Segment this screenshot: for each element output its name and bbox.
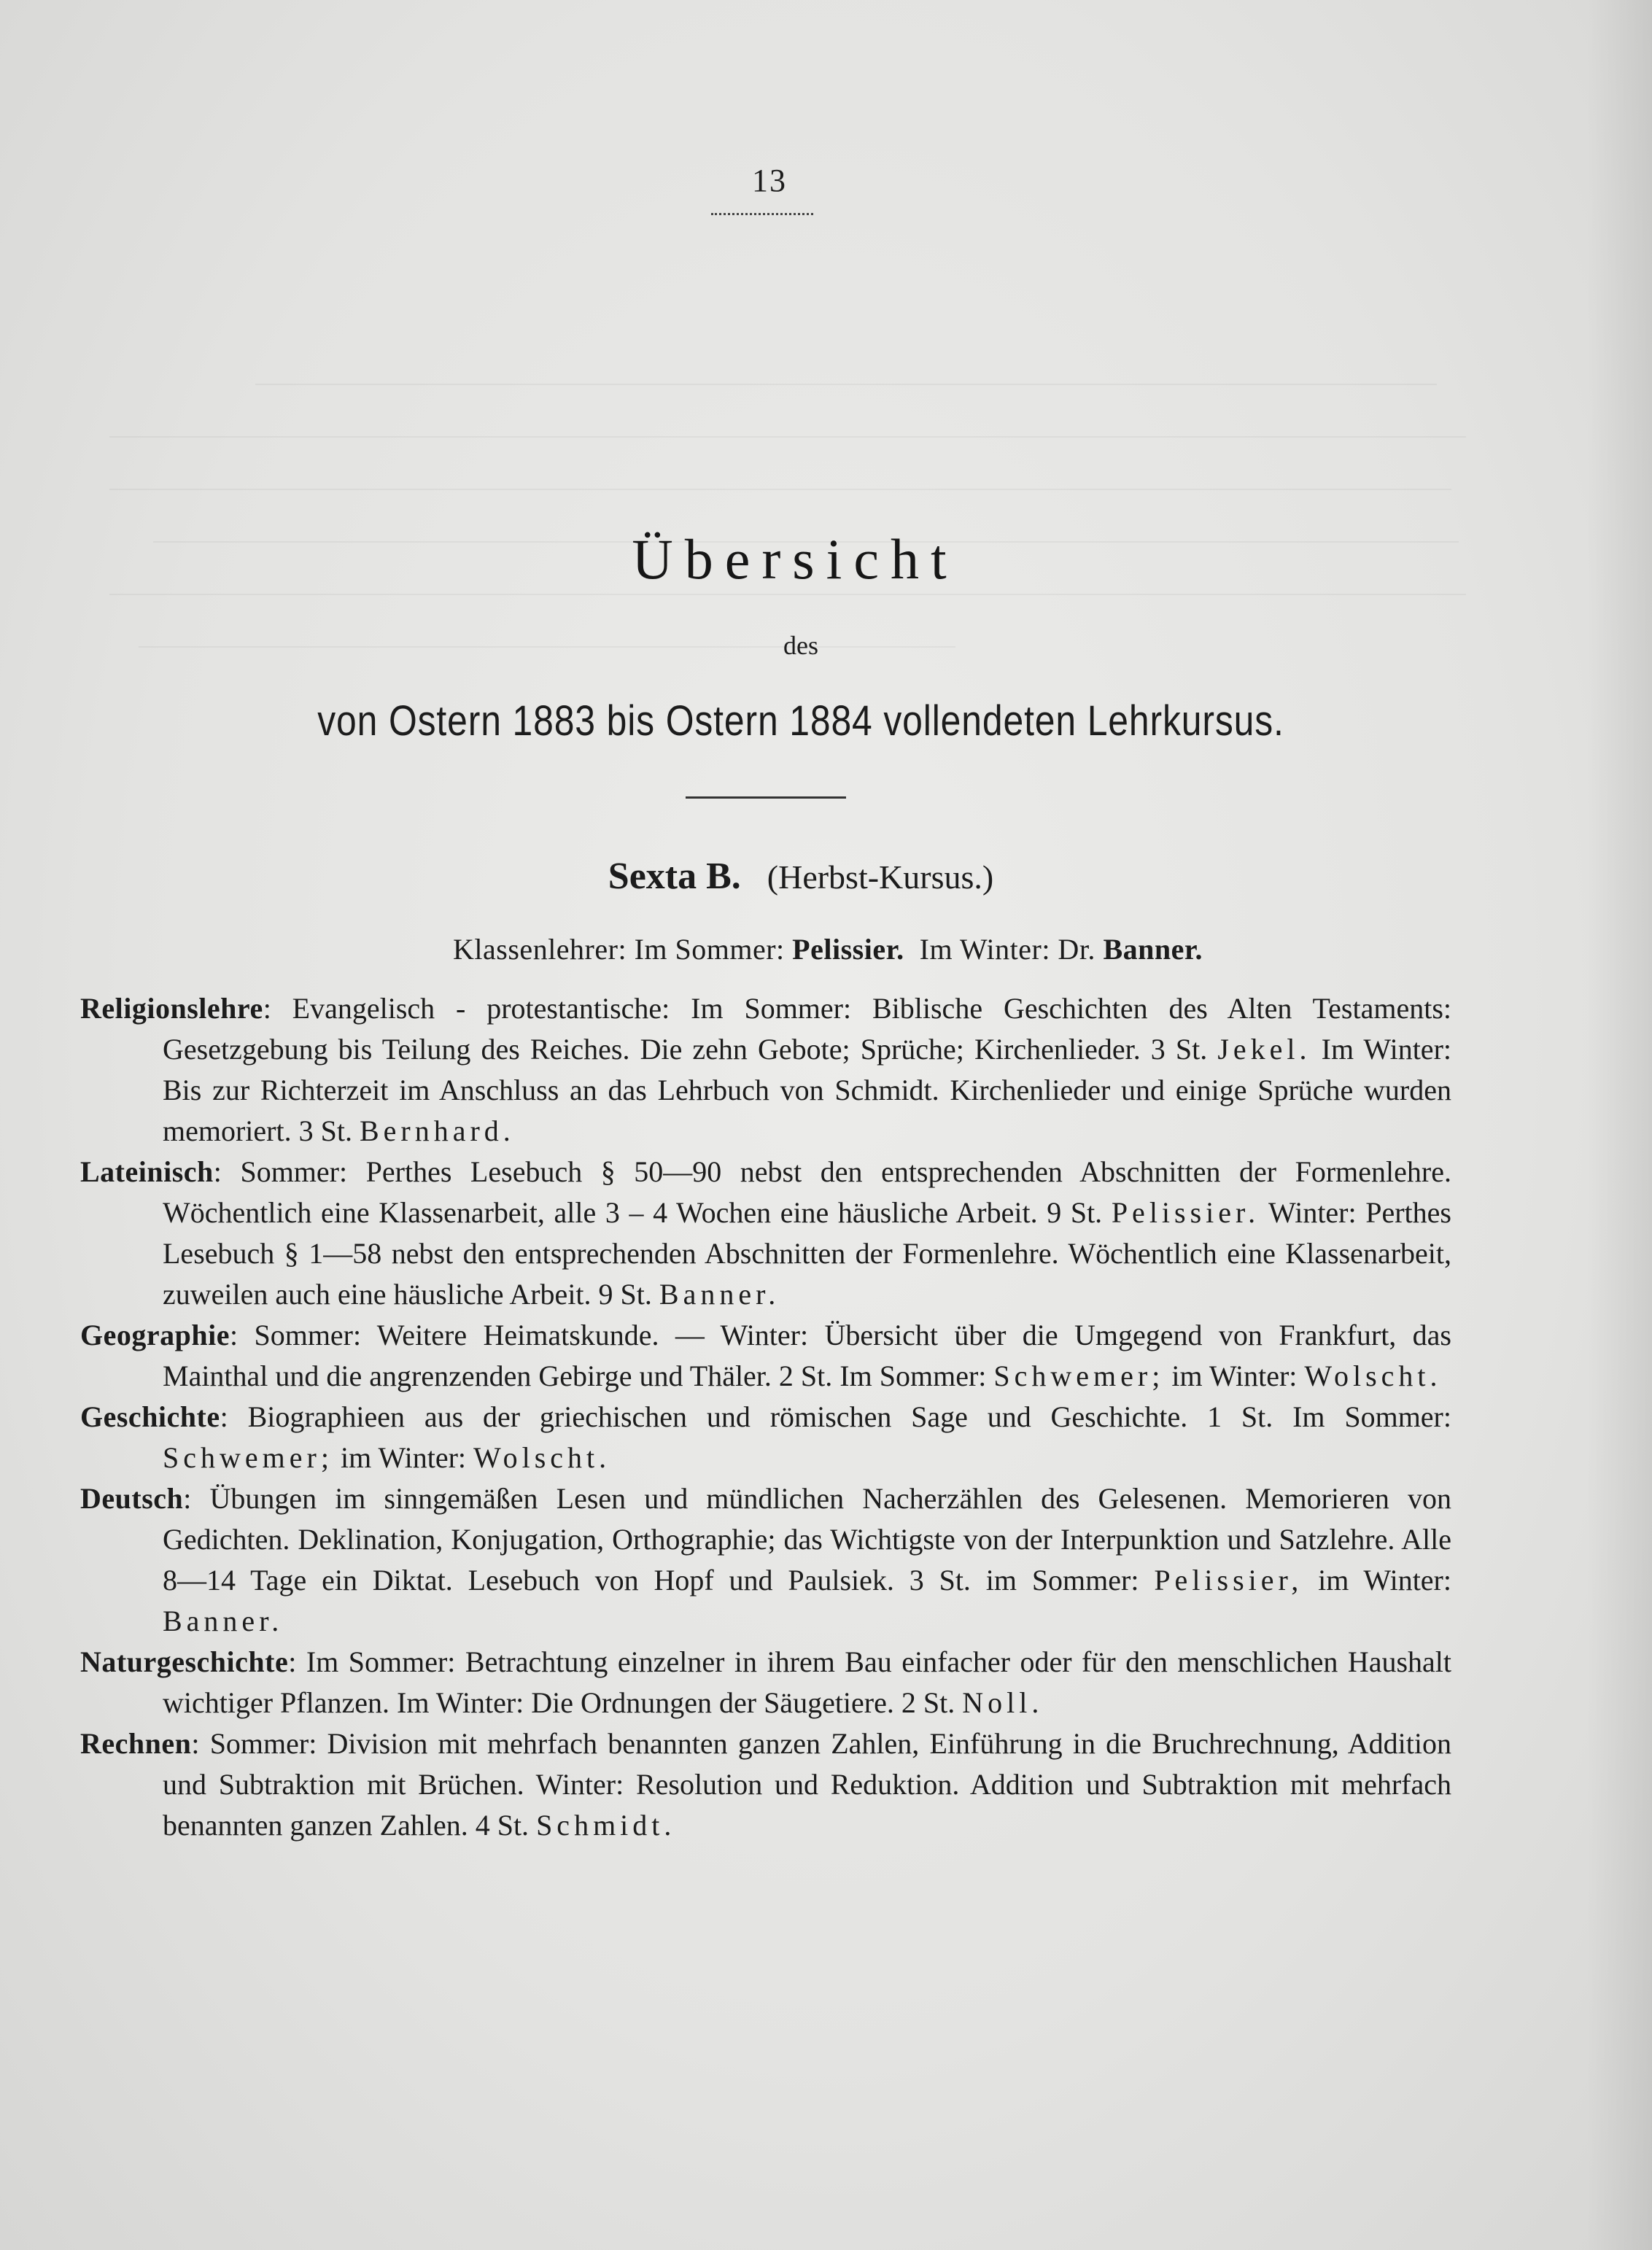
subject-text: : Sommer: Weitere Heimatskunde. — Winter: Übersicht über die Umgegend von Frankfurt, das Mainthal und die angrenzenden Gebirge und Thäler. 2 St. Im Sommer: <box>163 1319 1451 1392</box>
title-connector: des <box>783 631 818 660</box>
class-teacher-summer-label: Im Sommer: <box>634 933 785 966</box>
subject-label: Geschichte <box>80 1400 220 1433</box>
class-teacher-line <box>0 932 1652 966</box>
teacher-name: Banner. <box>659 1278 780 1311</box>
teacher-name: Pelissier, <box>1154 1564 1303 1597</box>
class-teacher-winter-name: Banner. <box>1103 933 1203 966</box>
subject-text: : Übungen im sinngemäßen Lesen und mündlichen Nacherzählen des Gelesenen. Memorieren von Gedichten. Deklination, Konjugation, Orthographie; das Wichtigste von der Interpunktion und Satzlehre. Alle 8—14 Tage ein Diktat. Lesebuch von Hopf und Paulsiek. 3 St. im Sommer: <box>163 1482 1451 1597</box>
subject-entry-geschichte <box>80 1397 1451 1478</box>
class-teacher-summer-name: Pelissier. <box>792 933 904 966</box>
page-subtitle: von Ostern 1883 bis Ostern 1884 vollendeten Lehrkursus. <box>317 697 1284 745</box>
class-teacher-label: Klassenlehrer: <box>453 933 627 966</box>
subject-text: : Im Sommer: Betrachtung einzelner in ihrem Bau einfacher oder für den menschlichen Haushalt wichtiger Pflanzen. Im Winter: Die Ordnungen der Säugetiere. 2 St. <box>163 1645 1451 1719</box>
page-edge-shadow <box>1586 0 1652 2250</box>
subject-label: Lateinisch <box>80 1155 214 1188</box>
teacher-name: Schwemer; <box>163 1441 333 1474</box>
title-divider <box>686 796 846 799</box>
section-name: Sexta B. <box>608 856 741 897</box>
teacher-name: Schmidt. <box>536 1809 676 1842</box>
teacher-name: Noll. <box>962 1686 1044 1719</box>
subject-text: : Evangelisch - protestantische: Im Sommer: Biblische Geschichten des Alten Testaments: Gesetzgebung bis Teilung des Reiches. Die zehn Gebote; Sprüche; Kirchenlieder. 3 St. <box>163 992 1451 1066</box>
teacher-name: Wolscht. <box>473 1441 611 1474</box>
subject-text: Winter: Perthes Lesebuch § 1—58 nebst den entsprechenden Abschnitten der Formenlehre. Wöchentlich eine Klassenarbeit, zuweilen auch eine häusliche Arbeit. 9 St. <box>163 1196 1451 1311</box>
subject-entry-lateinisch <box>80 1152 1451 1315</box>
teacher-name: Bernhard. <box>359 1114 515 1147</box>
subject-entry-geographie <box>80 1315 1451 1397</box>
subject-label: Naturgeschichte <box>80 1645 289 1678</box>
teacher-name: Pelissier. <box>1111 1196 1260 1229</box>
subject-text: : Biographieen aus der griechischen und römischen Sage und Geschichte. 1 St. Im Sommer: <box>220 1400 1451 1433</box>
page-title: Übersicht <box>632 527 958 591</box>
subject-entry-religionslehre <box>80 988 1451 1152</box>
teacher-name: Wolscht. <box>1304 1359 1442 1392</box>
subject-text: im Winter: <box>333 1441 474 1474</box>
teacher-name: Schwemer; <box>993 1359 1165 1392</box>
subject-list <box>80 988 1451 1846</box>
subject-text: im Winter: <box>1303 1564 1451 1597</box>
subject-entry-deutsch <box>80 1478 1451 1642</box>
subject-text: Im Winter: Bis zur Richterzeit im Anschluss an das Lehrbuch von Schmidt. Kirchenlieder und einige Sprüche wurden memoriert. 3 St. <box>163 1033 1451 1147</box>
subject-entry-rechnen <box>80 1723 1451 1846</box>
subject-text: im Winter: <box>1164 1359 1305 1392</box>
teacher-name: Banner. <box>163 1605 284 1637</box>
subject-text: : Sommer: Perthes Lesebuch § 50—90 nebst den entsprechenden Abschnitten der Formenlehre. Wöchentlich eine Klassenarbeit, alle 3 – 4 Wochen eine häusliche Arbeit. 9 St. <box>163 1155 1451 1229</box>
section-course: (Herbst-Kursus.) <box>767 858 994 896</box>
page-number: 13 <box>752 163 787 198</box>
subject-label: Deutsch <box>80 1482 184 1515</box>
section-heading <box>0 855 1602 898</box>
page-number-ornament <box>711 209 813 215</box>
subject-label: Religionslehre <box>80 992 263 1025</box>
subject-text: : Sommer: Division mit mehrfach benannten ganzen Zahlen, Einführung in die Bruchrechnung, Addition und Subtraktion mit Brüchen. Winter: Resolution und Reduktion. Addition und Subtraktion mit mehrfach benannten ganzen Zahlen. 4 St. <box>163 1727 1451 1842</box>
subject-label: Geographie <box>80 1319 230 1351</box>
subject-label: Rechnen <box>80 1727 192 1760</box>
class-teacher-winter-label: Im Winter: Dr. <box>919 933 1095 966</box>
teacher-name: Jekel. <box>1217 1033 1311 1066</box>
subject-entry-naturgeschichte <box>80 1642 1451 1723</box>
